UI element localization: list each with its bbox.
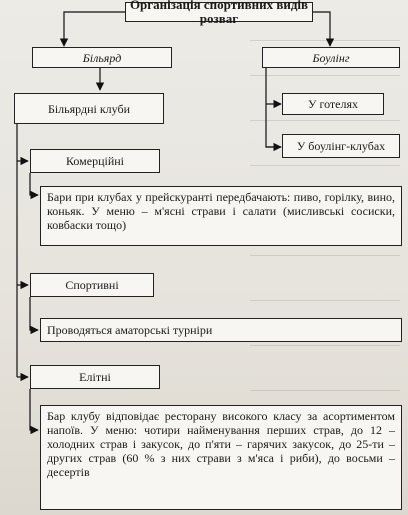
billiard-box: Більярд xyxy=(32,47,172,68)
sport-box: Спортивні xyxy=(30,273,154,297)
arrow-title-to-bowling xyxy=(312,12,330,46)
arrow-sport-desc xyxy=(30,297,38,330)
arrow-commercial-desc xyxy=(30,173,38,195)
elite-description: Бар клубу відповідає ресторану високого класу за асортиментом напоїв. У меню: чотири найменування перших страв, до 12 – холодних страв і закусок, до п'яти – гарячих закусок, до 25-ти – других страв (60 % з них страви з м'яса і риби), до восьми – десертів xyxy=(40,405,402,510)
billiard-clubs-box: Більярдні клуби xyxy=(14,93,164,124)
bowling-box: Боулінг xyxy=(262,47,400,68)
diagram-title: Організація спортивних видів розваг xyxy=(125,2,313,22)
arrow-elite-desc xyxy=(30,389,38,430)
arrow-title-to-billiard xyxy=(64,12,125,46)
commercial-description: Бари при клубах у прейскуранті передбачають: пиво, горілку, вино, коньяк. У меню – м'ясні страви і салати (мисливські сосиски, ковбаски тощо) xyxy=(40,186,402,246)
bowling-clubs-box: У боулінг-клубах xyxy=(282,134,400,158)
elite-box: Елітні xyxy=(30,365,160,389)
sport-description: Проводяться аматорські турніри xyxy=(40,318,402,342)
bowling-trunk xyxy=(266,68,281,147)
bowling-hotels-box: У готелях xyxy=(282,93,384,115)
commercial-box: Комерційні xyxy=(30,149,160,173)
